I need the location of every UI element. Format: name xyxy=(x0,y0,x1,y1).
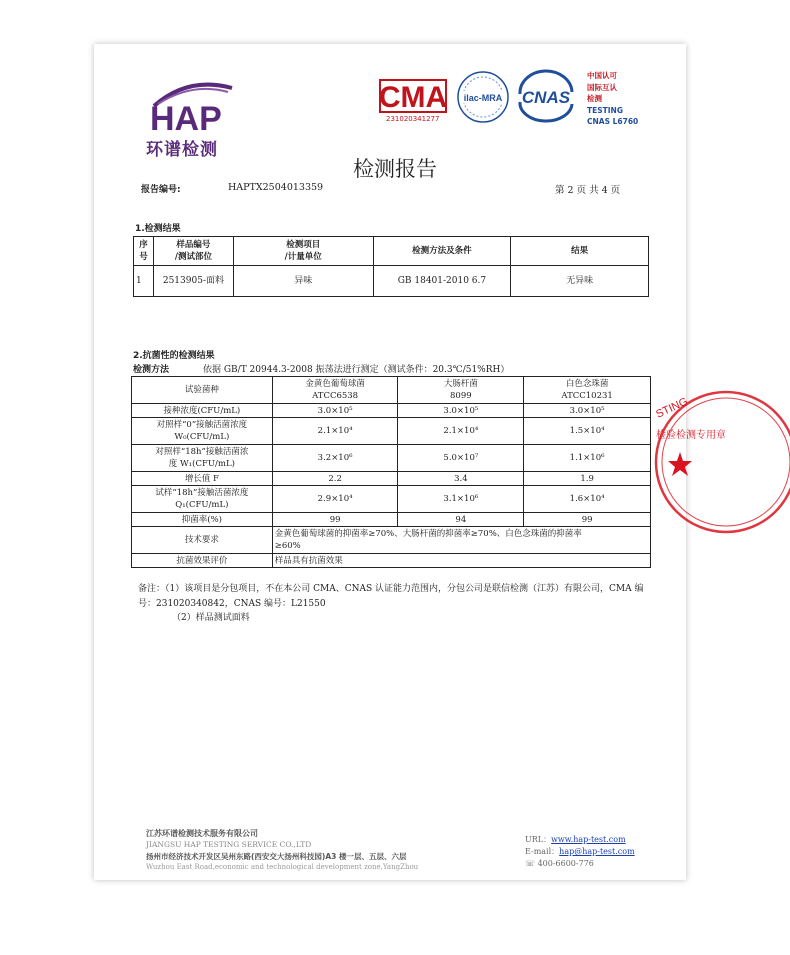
page-info: 第 2 页 共 4 页 xyxy=(555,185,621,196)
ilac-mra-logo-icon xyxy=(456,70,510,124)
footer-email-line xyxy=(525,846,635,858)
seal-text: 检验检测专用章 xyxy=(656,430,726,441)
report-number-label: 报告编号: xyxy=(141,185,181,195)
footer-url-line xyxy=(525,834,635,846)
row-value: 2.9×10⁴ xyxy=(272,486,398,513)
row-value: 3.4 xyxy=(398,472,524,486)
note-line: （2）样品测试面料 xyxy=(172,613,250,623)
row-value: 3.0×10⁵ xyxy=(524,404,651,418)
table-row xyxy=(132,404,651,418)
header-text: 号 xyxy=(139,252,148,262)
method-text: 依据 GB/T 20944.3-2008 振荡法进行测定（测试条件：20.3℃/51%RH） xyxy=(203,365,510,375)
header-text: 样品编号 xyxy=(176,240,211,250)
page-title: 检测报告 xyxy=(353,157,437,181)
cnas-mark-text: CNAS xyxy=(521,88,571,107)
header-text: /测试部位 xyxy=(174,252,212,262)
header-text: 检测项目 xyxy=(286,240,321,250)
strain-cell xyxy=(272,377,398,404)
footer-phone-line xyxy=(525,858,635,870)
email-label: E-mail： xyxy=(525,847,560,856)
cnas-info-line: 检测 xyxy=(587,94,602,103)
table-row xyxy=(132,418,651,445)
website-link[interactable]: www.hap-test.com xyxy=(551,835,626,844)
row-value: 3.0×10⁵ xyxy=(272,404,398,418)
strain-name: 白色念珠菌 xyxy=(565,379,609,389)
row-label-line: 对照样“0”接触活菌浓度 xyxy=(156,420,248,430)
row-label-line: Q₁(CFU/mL) xyxy=(175,500,229,510)
row-label-line: 度 W₁(CFU/mL) xyxy=(168,459,235,469)
header-result: 结果 xyxy=(511,237,649,266)
footer-address-cn: 扬州市经济技术开发区吴州东路(西安交大扬州科技园)A3 楼一层、五层、六层 xyxy=(146,852,407,861)
strain-code: 8099 xyxy=(450,391,472,401)
row-label xyxy=(132,445,273,472)
table-row xyxy=(132,445,651,472)
row-value: 94 xyxy=(398,513,524,527)
row-value: 5.0×10⁷ xyxy=(398,445,524,472)
row-label: 抑菌率(%) xyxy=(132,513,273,527)
email-link[interactable]: hap@hap-test.com xyxy=(559,847,635,856)
row-value: 2.2 xyxy=(272,472,398,486)
cnas-info xyxy=(587,70,638,128)
cnas-info-line: TESTING xyxy=(587,105,623,115)
footer-company-en: JIANGSU HAP TESTING SERVICE CO.,LTD xyxy=(146,840,312,849)
row-label-line: W₀(CFU/mL) xyxy=(174,432,230,442)
strain-code: ATCC10231 xyxy=(561,391,613,401)
section1-title: 1.检测结果 xyxy=(135,224,181,234)
footer-contact xyxy=(525,834,635,870)
row-value: 3.2×10⁶ xyxy=(272,445,398,472)
ilac-mark-text: ilac-MRA xyxy=(463,93,503,103)
row-value: 99 xyxy=(272,513,398,527)
evaluation-label: 抗菌效果评价 xyxy=(132,554,273,568)
note-line: 备注：（1）该项目是分包项目，不在本公司 CMA、CNAS 认证能力范围内，分包公司是联信检测（江苏）有限公司，CMA 编号：231020340842，CNAS 编号：L21550 xyxy=(138,584,644,609)
row-value: 2.1×10⁴ xyxy=(398,418,524,445)
cell-item: 异味 xyxy=(233,266,373,297)
seal-text: STING xyxy=(654,395,690,421)
brand-name-cn: 环谱检测 xyxy=(146,140,218,160)
row-value: 3.0×10⁵ xyxy=(398,404,524,418)
footer-address-en: Wuzhou East Road,economic and technological development zone,YangZhou xyxy=(146,863,419,871)
cnas-info-line: 中国认可 xyxy=(587,71,617,80)
table-header-row xyxy=(134,237,649,266)
table-row xyxy=(132,472,651,486)
footer-company-cn: 江苏环谱检测技术服务有限公司 xyxy=(146,829,258,838)
evaluation-row xyxy=(132,554,651,568)
cnas-logo-icon xyxy=(512,70,580,124)
notes xyxy=(138,582,650,626)
hap-logo-text: HAP xyxy=(150,100,222,138)
strain-cell xyxy=(524,377,651,404)
table-row xyxy=(132,513,651,527)
header-text: 序 xyxy=(139,240,148,250)
method-label: 检测方法 xyxy=(133,365,170,375)
antibacterial-table xyxy=(131,376,651,568)
row-value: 1.6×10⁴ xyxy=(524,486,651,513)
cma-number: 231020341277 xyxy=(386,115,440,123)
row-value: 2.1×10⁴ xyxy=(272,418,398,445)
official-seal-icon xyxy=(646,388,726,536)
requirement-line: ≥60% xyxy=(274,541,301,551)
requirement-label: 技术要求 xyxy=(132,527,273,554)
cell-result: 无异味 xyxy=(511,266,649,297)
cma-mark-text: CMA xyxy=(378,81,448,114)
row-label: 接种浓度(CFU/mL) xyxy=(132,404,273,418)
row-value: 1.9 xyxy=(524,472,651,486)
requirement-text xyxy=(272,527,650,554)
row-value: 99 xyxy=(524,513,651,527)
phone-number: 400-6600-776 xyxy=(537,859,594,868)
strain-code: ATCC6538 xyxy=(312,391,359,401)
row-label xyxy=(132,418,273,445)
header-text: /计量单位 xyxy=(284,252,322,262)
url-label: URL： xyxy=(525,835,552,844)
row-label-line: 试样“18h”接触活菌浓度 xyxy=(155,488,249,498)
requirement-line: 金黄色葡萄球菌的抑菌率≥70%、大肠杆菌的抑菌率≥70%、白色念珠菌的抑菌率 xyxy=(274,529,582,539)
cnas-info-line: CNAS L6760 xyxy=(587,117,639,126)
row-value: 1.1×10⁶ xyxy=(524,445,651,472)
phone-icon: ☏ xyxy=(525,859,536,868)
cell-sample: 2513905-面料 xyxy=(153,266,233,297)
cell-seq: 1 xyxy=(134,266,154,297)
cell-method: GB 18401-2010 6.7 xyxy=(373,266,511,297)
row-label-line: 对照样“18h”接触活菌浓 xyxy=(155,447,249,457)
header-seq xyxy=(134,237,154,266)
row-value: 1.5×10⁴ xyxy=(524,418,651,445)
table-row xyxy=(132,486,651,513)
results-table xyxy=(133,236,649,297)
row-value: 3.1×10⁶ xyxy=(398,486,524,513)
section2-title: 2.抗菌性的检测结果 xyxy=(133,351,215,361)
cnas-info-line: 国际互认 xyxy=(587,82,617,92)
table-row xyxy=(134,266,649,297)
report-number: HAPTX2504013359 xyxy=(228,182,324,193)
strain-cell xyxy=(398,377,524,404)
requirement-row xyxy=(132,527,651,554)
row-label xyxy=(132,486,273,513)
evaluation-text: 样品具有抗菌效果 xyxy=(272,554,650,568)
strain-header-row xyxy=(132,377,651,404)
hap-logo-icon xyxy=(148,80,238,136)
header-sample xyxy=(153,237,233,266)
header-item xyxy=(233,237,373,266)
header-method: 检测方法及条件 xyxy=(373,237,511,266)
strain-name: 金黄色葡萄球菌 xyxy=(305,379,365,389)
row-label: 增长值 F xyxy=(132,472,273,486)
strain-label: 试验菌种 xyxy=(132,377,273,404)
strain-name: 大肠杆菌 xyxy=(443,379,478,389)
